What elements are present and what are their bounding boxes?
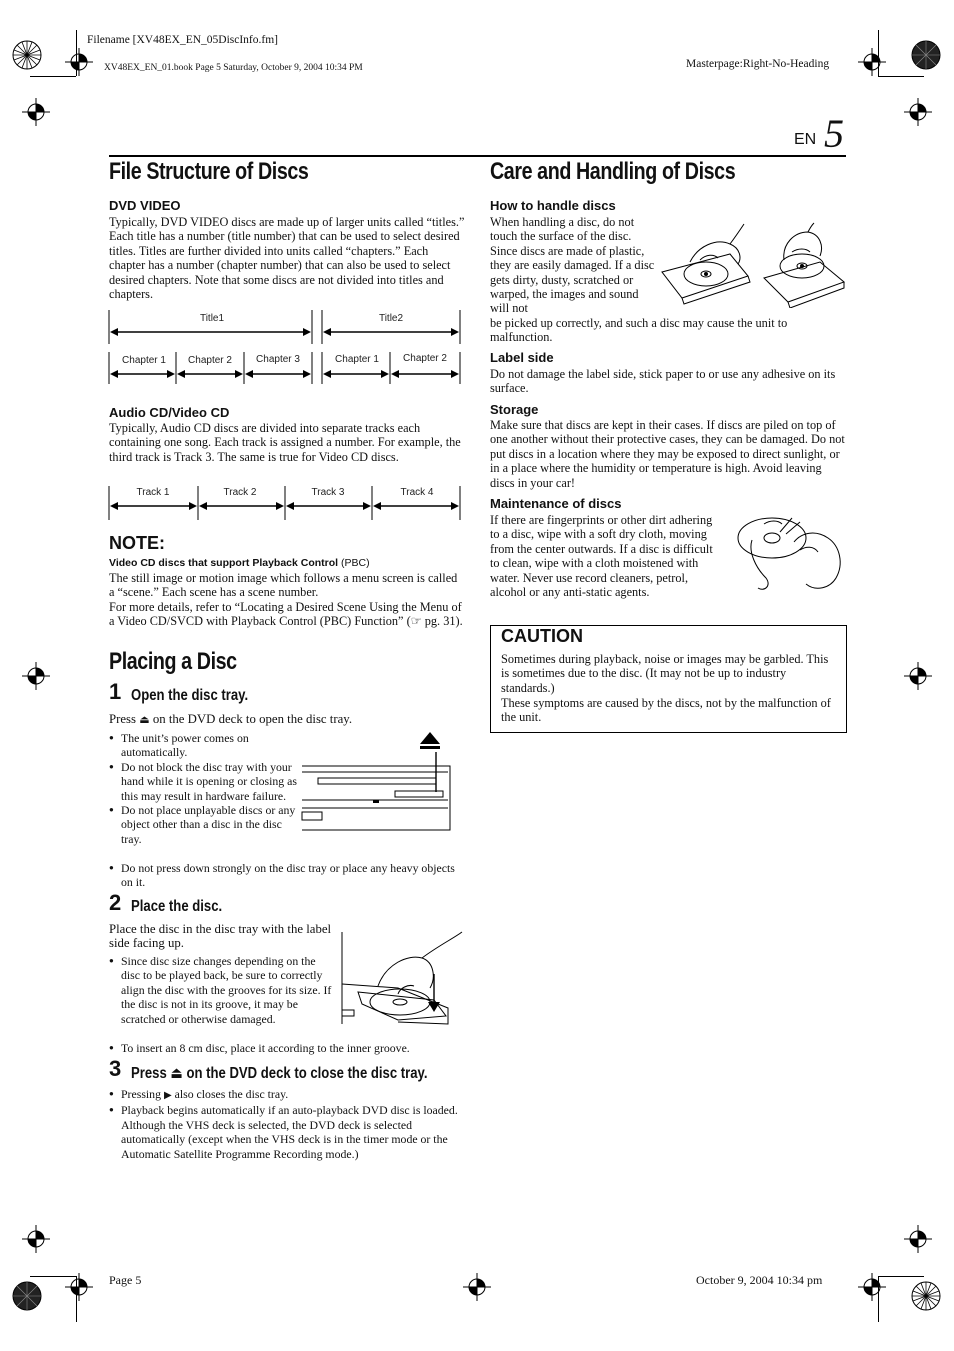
list-item: ● Do not press down strongly on the disc tray or place any heavy objects on it.: [109, 861, 467, 890]
header-filename: Filename [XV48EX_EN_05DiscInfo.fm]: [87, 34, 278, 46]
caution-text-2: These symptoms are caused by the discs, not by the malfunction of the unit.: [501, 696, 831, 725]
step-2-bullets-wide: [109, 1041, 467, 1055]
page-number: 5: [824, 111, 844, 156]
caution-heading: CAUTION: [501, 626, 583, 646]
step-2-bullets-narrow: [109, 954, 333, 1026]
step-3-bullet-1-a: Pressing: [121, 1087, 164, 1101]
note-subheading-abbr: (PBC): [341, 557, 370, 569]
list-item: [109, 1087, 467, 1103]
step-3-title-a: Press: [131, 1065, 171, 1082]
track-label-4: Track 4: [400, 487, 434, 498]
step-1-text-b: on the DVD deck to open the disc tray.: [149, 712, 353, 726]
maintenance-text: If there are fingerprints or other dirt adhering to a disc, wipe with a soft dry cloth, moving from the center outwards. If a disc is difficult to clean, wipe with a cloth moistened with water. Never use record cleaners, petrol, alcohol or any anti-static agents.: [490, 513, 713, 600]
disc-handling-illustration: [660, 222, 846, 308]
chapter-label-t1-3: Chapter 3: [256, 354, 300, 365]
step-1-text: [109, 712, 469, 727]
storage-heading: Storage: [490, 402, 539, 417]
list-item: ● Playback begins automatically if an auto-playback DVD disc is loaded. Although the VHS deck is selected, the DVD deck is selected automatically (except when the VHS deck is in the timer mode or the Automatic Satellite Programme Recording mode.): [109, 1103, 467, 1161]
note-subheading: [109, 556, 370, 571]
dvd-structure-diagram: [108, 306, 464, 388]
note-text-2: For more details, refer to “Locating a Desired Scene Using the Menu of a Video CD/SVCD with Playback Control (PBC) Function” (☞ pg. 31).: [109, 600, 463, 629]
step-2-title: Place the disc.: [131, 898, 223, 915]
caution-box: [490, 625, 847, 733]
title-label-2: Title2: [378, 313, 404, 324]
audio-cd-heading: Audio CD/Video CD: [109, 405, 230, 420]
step-1-number: 1: [109, 679, 122, 704]
header-book-info: XV48EX_EN_01.book Page 5 Saturday, October 9, 2004 10:34 PM: [104, 63, 363, 73]
dvd-video-heading: DVD VIDEO: [109, 198, 181, 213]
step-1-bullets-narrow: [109, 731, 299, 846]
how-to-handle-heading: How to handle discs: [490, 198, 616, 213]
header-masterpage: Masterpage:Right-No-Heading: [686, 58, 830, 70]
chapter-label-t1-1: Chapter 1: [122, 355, 166, 366]
step-3-number: 3: [109, 1056, 122, 1081]
how-to-handle-text-b: be picked up correctly, and such a disc may cause the unit to malfunction.: [490, 316, 788, 345]
disc-placement-illustration: [338, 928, 466, 1028]
storage-text: Make sure that discs are kept in their cases. If discs are piled on top of one another without their protective cases, they can be damaged. Do not put discs in a location where they may be exposed to direct sunlight, or in a place where the humidity or temperature is high. Avoid leaving discs in your car!: [490, 418, 845, 490]
footer-date: October 9, 2004 10:34 pm: [696, 1273, 823, 1287]
label-side-heading: Label side: [490, 350, 554, 365]
track-label-3: Track 3: [311, 487, 345, 498]
header-rule: [109, 155, 846, 157]
list-item: ● To insert an 8 cm disc, place it according to the inner groove.: [109, 1041, 467, 1055]
audio-cd-text: Typically, Audio CD discs are divided into separate tracks each containing one song. Each track is assigned a number. For example, the third track is Track 3. The same is true for Video CD discs.: [109, 421, 461, 464]
dvd-video-text: Typically, DVD VIDEO discs are made up of larger units called “titles.” Each title has a number (title number) that can be used to select desired titles. Titles are further divided into units called “chapters.” Each chapter has a number (chapter number) that can also be used to select desired chapters. Note that some discs are not divided into titles and chapters.: [109, 215, 465, 302]
maintenance-heading: Maintenance of discs: [490, 496, 622, 511]
list-item: ● Do not block the disc tray with your hand while it is opening or closing as this may result in hardware failure.: [109, 760, 299, 803]
step-3-bullet-1-b: also closes the disc tray.: [171, 1087, 289, 1101]
file-structure-title: File Structure of Discs: [109, 158, 309, 185]
label-side-text: Do not damage the label side, stick paper to or use any adhesive on its surface.: [490, 367, 836, 396]
caution-text-1: Sometimes during playback, noise or images may be garbled. This is sometimes due to the disc. (It may not be up to industry standards.): [501, 652, 829, 695]
footer-page: Page 5: [109, 1273, 142, 1287]
step-1-bullets-wide: [109, 861, 467, 890]
list-item: ● The unit’s power comes on automatically.: [109, 731, 299, 760]
how-to-handle-text-a: When handling a disc, do not touch the surface of the disc. Since discs are made of plastic, they are easily damaged. If a disc gets dirty, dusty, scratched or warped, the images and sound will not: [490, 215, 655, 316]
list-item: ● Do not place unplayable discs or any object other than a disc in the disc tray.: [109, 803, 299, 846]
page-lang: EN: [794, 131, 817, 148]
step-2-text: Place the disc in the disc tray with the label side facing up.: [109, 922, 332, 951]
chapter-label-t1-2: Chapter 2: [188, 355, 232, 366]
note-heading: NOTE:: [109, 533, 165, 553]
eject-icon: ⏏: [170, 1063, 183, 1082]
chapter-label-t2-2: Chapter 2: [403, 353, 447, 364]
chapter-label-t2-1: Chapter 1: [335, 354, 379, 365]
step-1-text-a: Press: [109, 712, 140, 726]
placing-disc-title: Placing a Disc: [109, 648, 237, 675]
step-3-title: [131, 1063, 428, 1082]
title-label-1: Title1: [199, 313, 225, 324]
step-2-number: 2: [109, 890, 122, 915]
list-item: ● Since disc size changes depending on the disc to be played back, be sure to correctly align the disc with the grooves for its size. If the disc is not in its groove, it may be scratched or otherwise damaged.: [109, 954, 333, 1026]
step-1-title: Open the disc tray.: [131, 687, 249, 704]
step-3-title-b: on the DVD deck to close the disc tray.: [182, 1065, 428, 1082]
disc-cleaning-illustration: [736, 512, 846, 594]
play-icon: ▶: [163, 1090, 172, 1101]
note-text-1: The still image or motion image which follows a menu screen is called a “scene.” Each scene has a scene number.: [109, 571, 458, 600]
dvd-deck-illustration: [300, 730, 466, 838]
track-label-2: Track 2: [223, 487, 257, 498]
track-structure-diagram: [108, 484, 464, 524]
note-subheading-text: Video CD discs that support Playback Control: [109, 557, 342, 569]
care-handling-title: Care and Handling of Discs: [490, 158, 736, 185]
eject-icon: ⏏: [139, 713, 150, 726]
step-3-bullets: [109, 1087, 467, 1161]
track-label-1: Track 1: [136, 487, 170, 498]
